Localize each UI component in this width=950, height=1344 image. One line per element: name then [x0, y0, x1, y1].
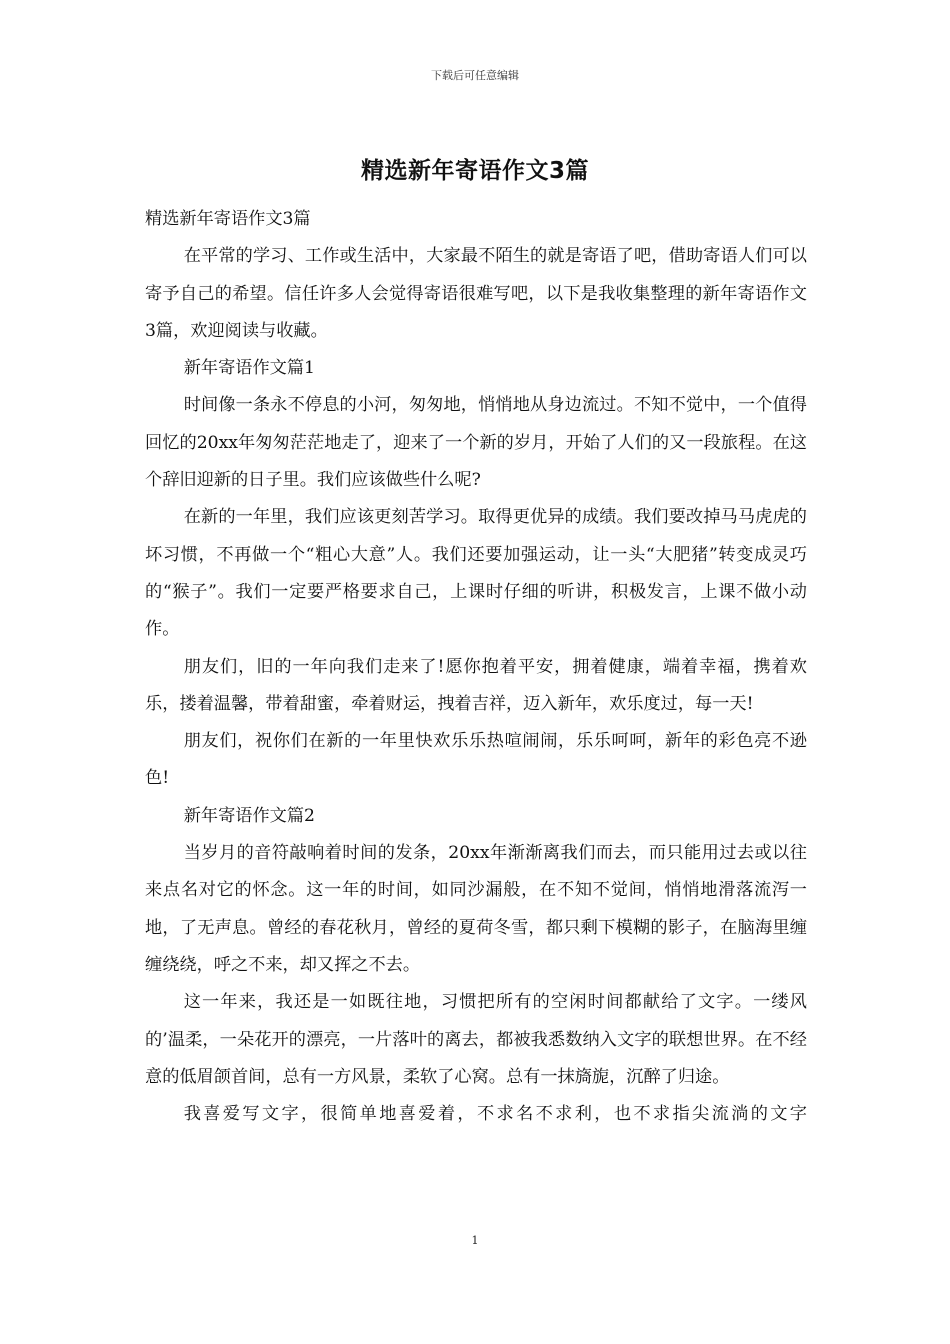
page-number: 1 — [471, 1234, 479, 1247]
page-header: 下载后可任意编辑 — [431, 69, 519, 82]
paragraph: 这一年来，我还是一如既往地，习惯把所有的空闲时间都献给了文字。一缕风的’温柔，一朵花开的漂亮，一片落叶的离去，都被我悉数纳入文字的联想世界。在不经意的低眉颌首间，总有一方风景，柔软了心窝。总有一抹旖旎，沉醉了归途。 — [145, 992, 807, 1087]
paragraph: 朋友们，旧的一年向我们走来了!愿你抱着平安，拥着健康，端着幸福，携着欢乐，搂着温馨，带着甜蜜，牵着财运，拽着吉祥，迈入新年，欢乐度过，每一天! — [145, 656, 807, 714]
document-title: 精选新年寄语作文3篇 — [360, 158, 589, 184]
document-subtitle: 精选新年寄语作文3篇 — [145, 209, 311, 229]
paragraph: 当岁月的音符敲响着时间的发条，20xx年渐渐离我们而去，而只能用过去或以往来点名对它的怀念。这一年的时间，如同沙漏般，在不知不觉间，悄悄地滑落流泻一地，了无声息。曾经的春花秋月，曾经的夏荷冬雪，都只剩下模糊的影子，在脑海里缠缠绕绕，呼之不来，却又挥之不去。 — [145, 843, 807, 975]
section-heading-2: 新年寄语作文篇2 — [183, 805, 315, 826]
document-body — [145, 201, 807, 1133]
paragraph-continued: 我喜爱写文字，很简单地喜爱着，不求名不求利，也不求指尖流淌的文字 — [183, 1104, 807, 1125]
paragraph: 朋友们，祝你们在新的一年里快欢乐乐热喧闹闹，乐乐呵呵，新年的彩色亮不逊色! — [145, 731, 807, 789]
paragraph: 在新的一年里，我们应该更刻苦学习。取得更优异的成绩。我们要改掉马马虎虎的坏习惯，不再做一个“粗心大意”人。我们还要加强运动，让一头“大肥猪”转变成灵巧的“猴子”。我们一定要严格要求自己，上课时仔细的听讲，积极发言，上课不做小动作。 — [145, 507, 807, 640]
paragraph-intro: 在平常的学习、工作或生活中，大家最不陌生的就是寄语了吧，借助寄语人们可以寄予自己的希望。信任许多人会觉得寄语很难写吧，以下是我收集整理的新年寄语作文3篇，欢迎阅读与收藏。 — [145, 246, 807, 341]
paragraph: 时间像一条永不停息的小河，匆匆地，悄悄地从身边流过。不知不觉中，一个值得回忆的20xx年匆匆茫茫地走了，迎来了一个新的岁月，开始了人们的又一段旅程。在这个辞旧迎新的日子里。我们应该做些什么呢? — [145, 395, 807, 491]
section-heading-1: 新年寄语作文篇1 — [183, 358, 315, 379]
